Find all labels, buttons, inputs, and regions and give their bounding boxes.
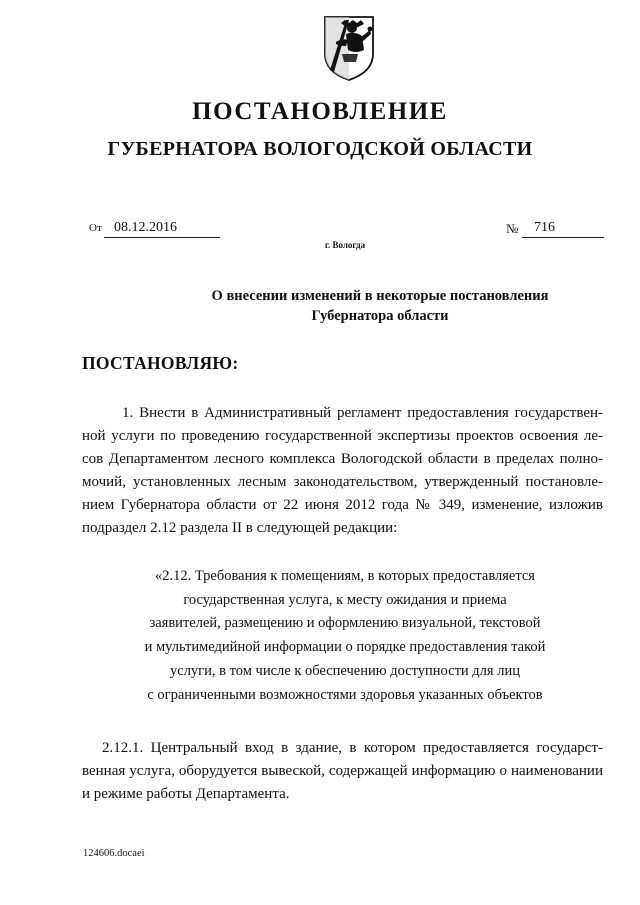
document-subject [150,286,610,326]
quote-line: и мультимедийной информации о порядке предоставления такой [144,639,546,656]
paragraph-2: 2.12.1. Центральный вход в здание, в котором предоставляется государст-венная услуга, оборудуется вывеской, содержащей информацию о наименовании и режиме работы Департамента. [82,740,603,802]
document-title: ПОСТАНОВЛЕНИЕ [192,98,448,125]
coat-of-arms-emblem [322,14,376,82]
subject-line: О внесении изменений в некоторые постановления [211,288,549,304]
quote-line: услуги, в том числе к обеспечению доступности для лиц [170,662,520,679]
number-label: № [506,221,519,236]
quote-line: «2.12. Требования к помещениям, в которых предоставляется [155,568,535,584]
section-quote [100,565,590,707]
paragraph-1: 1. Внести в Административный регламент предоставления государствен-ной услуги по проведению государственной экспертизы проектов освоения ле-сов Департаментом лесного комплекса Вологодской области в пределах полно-мочий, установленных лесным законодательством, утвержденный постановле-нием Губернатора области от 22 июня 2012 года № 349, изменение, изложив подраздел 2.12 раздела II в следующей редакции: [82,405,603,536]
quote-line: государственная услуга, к месту ожидания и приема [183,591,507,608]
decree-heading: ПОСТАНОВЛЯЮ: [82,353,239,373]
subject-line: Губернатора области [311,308,449,324]
quote-line: заявителей, размещению и оформлению визуальной, текстовой [149,615,541,632]
quote-line: с ограниченными возможностями здоровья указанных объектов [147,686,543,703]
date-label: От [89,222,102,234]
document-subtitle: ГУБЕРНАТОРА ВОЛОГОДСКОЙ ОБЛАСТИ [107,138,533,160]
document-number: 716 [522,219,604,238]
document-date: 08.12.2016 [104,219,220,238]
file-name: 124606.docaei [83,848,145,859]
city-name: г. Вологда [324,240,366,250]
